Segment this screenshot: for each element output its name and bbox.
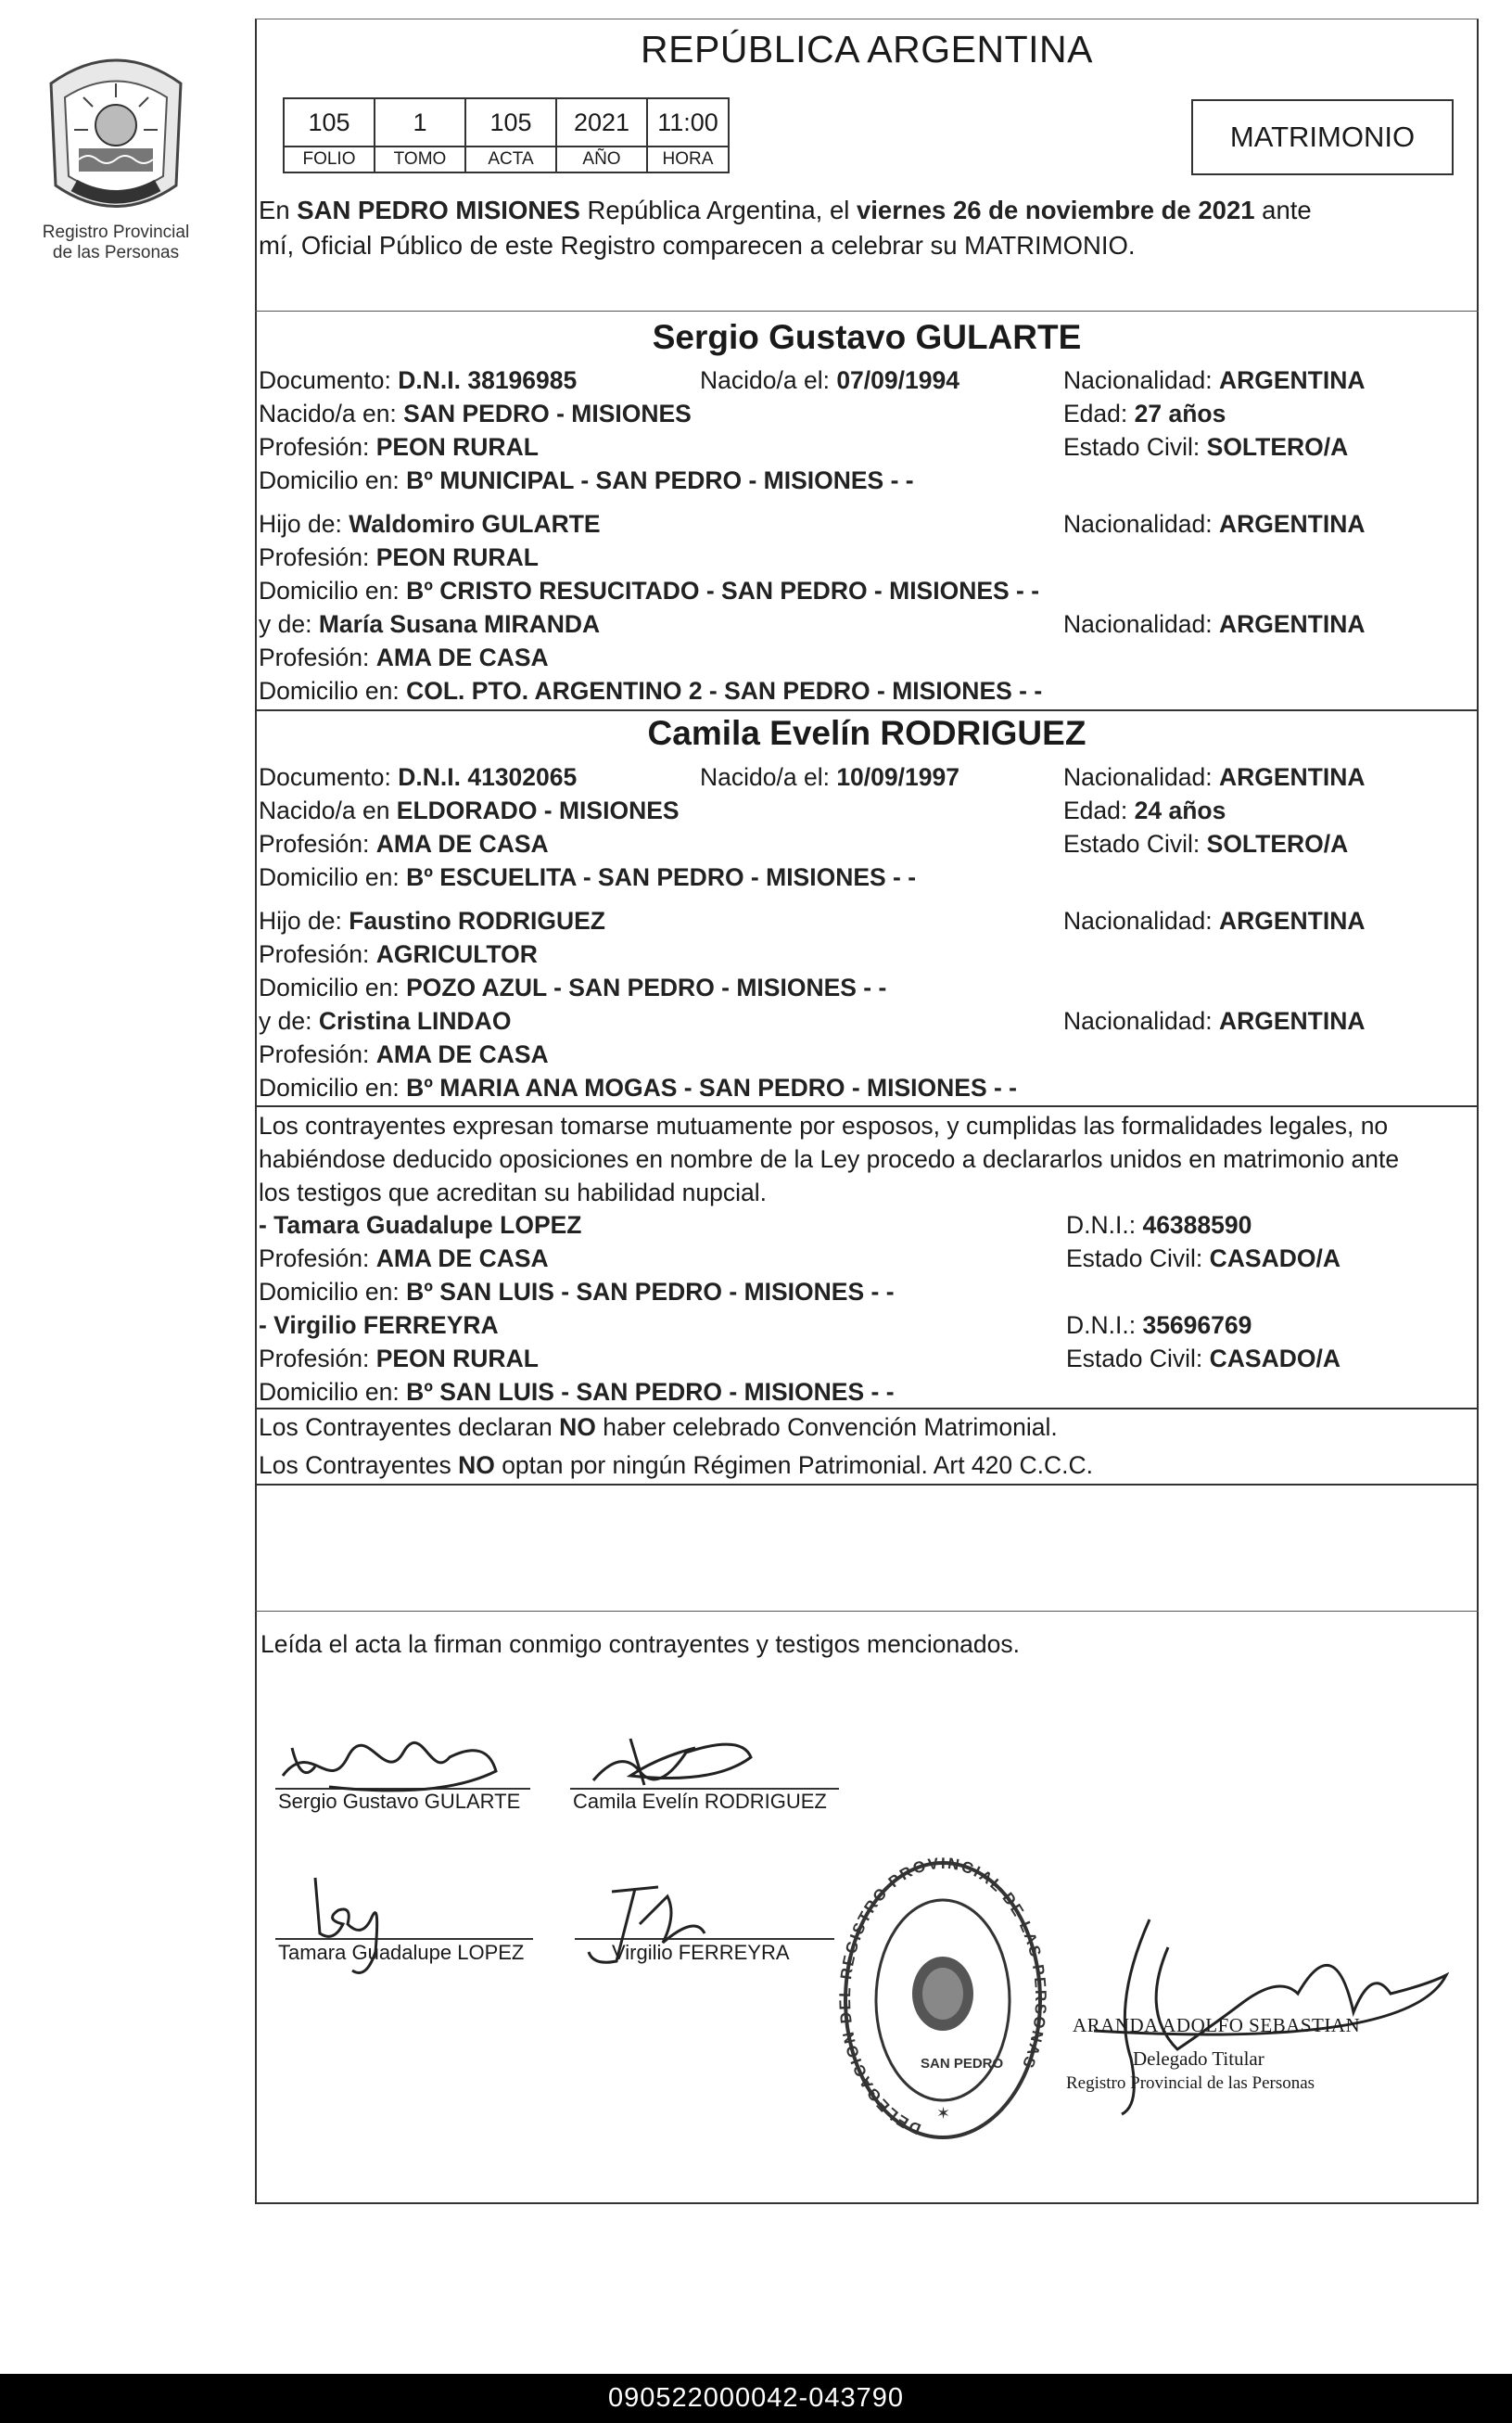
tomo-value: 1 bbox=[375, 98, 465, 147]
regime-line1: Los Contrayentes declaran NO haber celebrado Convención Matrimonial. bbox=[259, 1413, 1058, 1441]
year-value: 2021 bbox=[556, 98, 647, 147]
divider bbox=[255, 1611, 1479, 1612]
spouse1-nationality: Nacionalidad: ARGENTINA bbox=[1063, 366, 1366, 394]
province-emblem bbox=[37, 46, 195, 223]
intro-line1: En SAN PEDRO MISIONES República Argentina, el viernes 26 de noviembre de 2021 ante bbox=[259, 196, 1312, 224]
signature1-scribble bbox=[273, 1729, 515, 1804]
emblem-caption-line2: de las Personas bbox=[52, 243, 180, 262]
witness2-address: Domicilio en: Bº SAN LUIS - SAN PEDRO - MISIONES - - bbox=[259, 1378, 895, 1406]
signature2-scribble bbox=[575, 1729, 760, 1794]
spouse1-age: Edad: 27 años bbox=[1063, 400, 1226, 427]
spouse2-father: Hijo de: Faustino RODRIGUEZ bbox=[259, 907, 605, 935]
declaration-line2: habiéndose deducido oposiciones en nombre de la Ley procedo a declararlos unidos en matrimonio ante bbox=[259, 1145, 1400, 1173]
divider bbox=[255, 311, 1479, 312]
declaration bbox=[259, 1109, 1473, 1209]
spouse1-father: Hijo de: Waldomiro GULARTE bbox=[259, 510, 601, 538]
spouse1-profession: Profesión: PEON RURAL bbox=[259, 433, 539, 461]
spouse2-birthdate: Nacido/a el: 10/09/1997 bbox=[700, 763, 959, 791]
spouse2-address: Domicilio en: Bº ESCUELITA - SAN PEDRO - MISIONES - - bbox=[259, 863, 917, 891]
spouse1-mother-nationality: Nacionalidad: ARGENTINA bbox=[1063, 610, 1366, 638]
regime-line2: Los Contrayentes NO optan por ningún Régimen Patrimonial. Art 420 C.C.C. bbox=[259, 1451, 1094, 1479]
spouse2-father-nationality: Nacionalidad: ARGENTINA bbox=[1063, 907, 1366, 935]
closing-statement: Leída el acta la firman conmigo contrayentes y testigos mencionados. bbox=[260, 1630, 1021, 1658]
spouse2-father-profession: Profesión: AGRICULTOR bbox=[259, 940, 538, 968]
official-seal bbox=[835, 1854, 1050, 2147]
emblem-caption-line1: Registro Provincial bbox=[42, 223, 190, 242]
tomo-label: TOMO bbox=[375, 147, 465, 172]
seal-star: ✶ bbox=[936, 2104, 951, 2123]
document-type: MATRIMONIO bbox=[1191, 99, 1454, 175]
witness2-name: - Virgilio FERREYRA bbox=[259, 1311, 499, 1339]
spouse2-mother-nationality: Nacionalidad: ARGENTINA bbox=[1063, 1007, 1366, 1035]
intro-line2: mí, Oficial Público de este Registro comparecen a celebrar su MATRIMONIO. bbox=[259, 231, 1136, 260]
spouse1-address: Domicilio en: Bº MUNICIPAL - SAN PEDRO - MISIONES - - bbox=[259, 466, 914, 494]
spouse1-mother: y de: María Susana MIRANDA bbox=[259, 610, 601, 638]
spouse1-birthdate: Nacido/a el: 07/09/1994 bbox=[700, 366, 959, 394]
spouse2-mother: y de: Cristina LINDAO bbox=[259, 1007, 512, 1035]
seal-place: SAN PEDRO bbox=[921, 2056, 1004, 2072]
signature2-label: Camila Evelín RODRIGUEZ bbox=[573, 1790, 827, 1813]
signature1-label: Sergio Gustavo GULARTE bbox=[278, 1790, 521, 1813]
spouse2-mother-profession: Profesión: AMA DE CASA bbox=[259, 1040, 549, 1068]
signature4-label: Virgilio FERREYRA bbox=[612, 1941, 790, 1964]
declaration-line3: los testigos que acreditan su habilidad nupcial. bbox=[259, 1179, 768, 1206]
year-label: AÑO bbox=[556, 147, 647, 172]
divider bbox=[255, 1408, 1479, 1409]
spouse1-father-nationality: Nacionalidad: ARGENTINA bbox=[1063, 510, 1366, 538]
spouse1-mother-profession: Profesión: AMA DE CASA bbox=[259, 644, 549, 671]
signature3-scribble bbox=[297, 1868, 408, 1989]
spouse1-mother-address: Domicilio en: COL. PTO. ARGENTINO 2 - SAN PEDRO - MISIONES - - bbox=[259, 677, 1043, 705]
spouse2-nationality: Nacionalidad: ARGENTINA bbox=[1063, 763, 1366, 791]
official-name: ARANDA ADOLFO SEBASTIAN bbox=[1073, 2014, 1361, 2036]
spouse1-name: Sergio Gustavo GULARTE bbox=[652, 318, 1082, 356]
official-registry: Registro Provincial de las Personas bbox=[1066, 2073, 1315, 2093]
witness1-name: - Tamara Guadalupe LOPEZ bbox=[259, 1211, 582, 1239]
seal-ring-text: DELEGACION DEL REGISTRO PROVINCIAL DE LAS PERSONAS bbox=[835, 1854, 1050, 2138]
spouse2-mother-address: Domicilio en: Bº MARIA ANA MOGAS - SAN PEDRO - MISIONES - - bbox=[259, 1074, 1017, 1102]
spouse1-father-profession: Profesión: PEON RURAL bbox=[259, 543, 539, 571]
acta-value: 105 bbox=[465, 98, 556, 147]
declaration-line1: Los contrayentes expresan tomarse mutuamente por esposos, y cumplidas las formalidades legales, no bbox=[259, 1112, 1389, 1140]
folio-value: 105 bbox=[284, 98, 375, 147]
acta-label: ACTA bbox=[465, 147, 556, 172]
witness2-dni: D.N.I.: 35696769 bbox=[1066, 1311, 1252, 1339]
witness1-profession: Profesión: AMA DE CASA bbox=[259, 1244, 549, 1272]
spouse2-civil-status: Estado Civil: SOLTERO/A bbox=[1063, 830, 1349, 858]
witness1-address: Domicilio en: Bº SAN LUIS - SAN PEDRO - MISIONES - - bbox=[259, 1278, 895, 1306]
record-table bbox=[283, 97, 730, 173]
official-role: Delegado Titular bbox=[1133, 2047, 1264, 2070]
folio-label: FOLIO bbox=[284, 147, 375, 172]
signature3-label: Tamara Guadalupe LOPEZ bbox=[278, 1941, 525, 1964]
hour-label: HORA bbox=[647, 147, 729, 172]
signature4-scribble bbox=[575, 1878, 723, 1970]
divider bbox=[255, 1105, 1479, 1107]
spouse2-birthplace: Nacido/a en ELDORADO - MISIONES bbox=[259, 797, 680, 824]
spouse1-birthplace: Nacido/a en: SAN PEDRO - MISIONES bbox=[259, 400, 692, 427]
spouse2-name: Camila Evelín RODRIGUEZ bbox=[647, 714, 1086, 752]
spouse1-father-address: Domicilio en: Bº CRISTO RESUCITADO - SAN PEDRO - MISIONES - - bbox=[259, 577, 1040, 605]
document-title: REPÚBLICA ARGENTINA bbox=[641, 28, 1093, 70]
document-code-bar: 090522000042-043790 bbox=[0, 2374, 1512, 2423]
spouse2-document: Documento: D.N.I. 41302065 bbox=[259, 763, 578, 791]
divider bbox=[255, 709, 1479, 711]
spouse2-profession: Profesión: AMA DE CASA bbox=[259, 830, 549, 858]
spouse1-civil-status: Estado Civil: SOLTERO/A bbox=[1063, 433, 1349, 461]
witness2-civil-status: Estado Civil: CASADO/A bbox=[1066, 1345, 1340, 1372]
spouse2-age: Edad: 24 años bbox=[1063, 797, 1226, 824]
witness1-civil-status: Estado Civil: CASADO/A bbox=[1066, 1244, 1340, 1272]
spouse1-document: Documento: D.N.I. 38196985 bbox=[259, 366, 578, 394]
spouse2-father-address: Domicilio en: POZO AZUL - SAN PEDRO - MISIONES - - bbox=[259, 974, 887, 1001]
witness2-profession: Profesión: PEON RURAL bbox=[259, 1345, 539, 1372]
emblem-caption bbox=[9, 223, 222, 263]
witness1-dni: D.N.I.: 46388590 bbox=[1066, 1211, 1252, 1239]
hour-value: 11:00 bbox=[647, 98, 729, 147]
divider bbox=[255, 1484, 1479, 1486]
